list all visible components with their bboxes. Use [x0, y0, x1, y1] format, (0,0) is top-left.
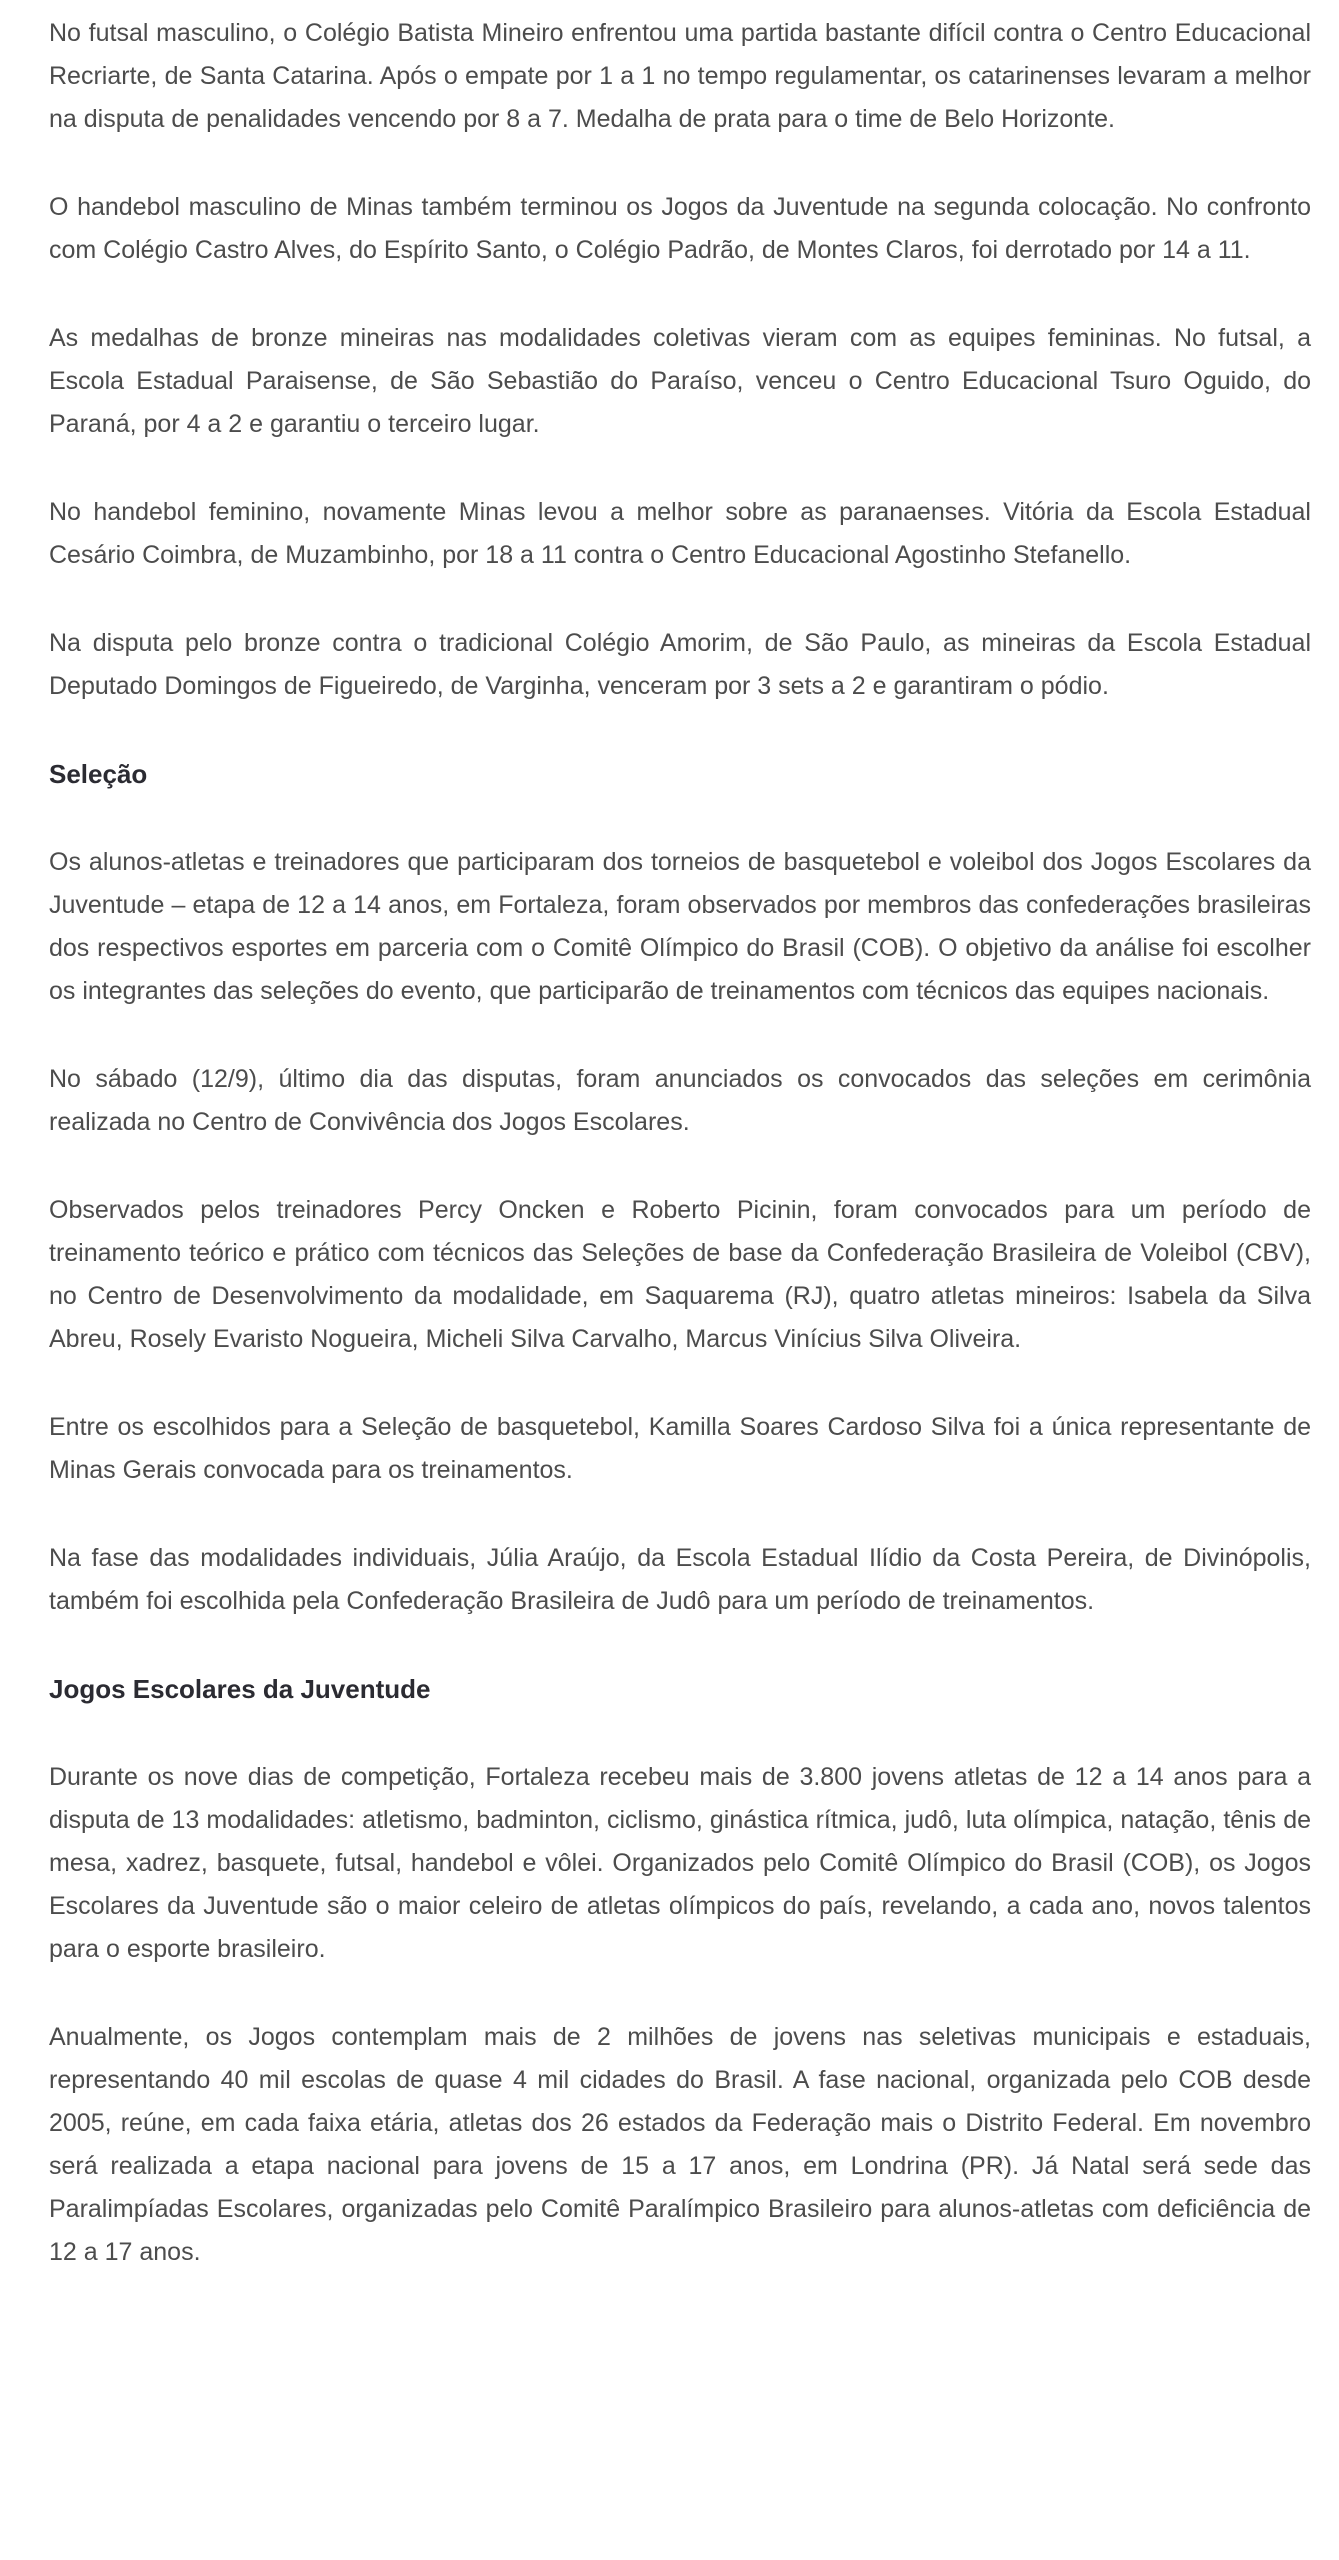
- article-paragraph: No handebol feminino, novamente Minas levou a melhor sobre as paranaenses. Vitória da Escola Estadual Cesário Coimbra, de Muzambinho, por 18 a 11 contra o Centro Educacional Agostinho Stefanello.: [49, 498, 1311, 569]
- article-paragraph: Entre os escolhidos para a Seleção de basquetebol, Kamilla Soares Cardoso Silva foi a única representante de Minas Gerais convocada para os treinamentos.: [49, 1413, 1311, 1484]
- section-heading-selecao: Seleção: [49, 759, 148, 789]
- article-paragraph: Na disputa pelo bronze contra o tradicional Colégio Amorim, de São Paulo, as mineiras da Escola Estadual Deputado Domingos de Figueiredo, de Varginha, venceram por 3 sets a 2 e garantiram o pódio.: [49, 629, 1311, 700]
- article-paragraph: No sábado (12/9), último dia das disputas, foram anunciados os convocados das seleções em cerimônia realizada no Centro de Convivência dos Jogos Escolares.: [49, 1065, 1311, 1136]
- article-paragraph: O handebol masculino de Minas também terminou os Jogos da Juventude na segunda colocação. No confronto com Colégio Castro Alves, do Espírito Santo, o Colégio Padrão, de Montes Claros, foi derrotado por 14 a 11.: [49, 193, 1311, 264]
- article-paragraph: Observados pelos treinadores Percy Oncken e Roberto Picinin, foram convocados para um período de treinamento teórico e prático com técnicos das Seleções de base da Confederação Brasileira de Voleibol (CBV), no Centro de Desenvolvimento da modalidade, em Saquarema (RJ), quatro atletas mineiros: Isabela da Silva Abreu, Rosely Evaristo Nogueira, Micheli Silva Carvalho, Marcus Vinícius Silva Oliveira.: [49, 1196, 1311, 1353]
- article-paragraph: Na fase das modalidades individuais, Júlia Araújo, da Escola Estadual Ilídio da Costa Pereira, de Divinópolis, também foi escolhida pela Confederação Brasileira de Judô para um período de treinamentos.: [49, 1544, 1311, 1615]
- article-paragraph: As medalhas de bronze mineiras nas modalidades coletivas vieram com as equipes femininas. No futsal, a Escola Estadual Paraisense, de São Sebastião do Paraíso, venceu o Centro Educacional Tsuro Oguido, do Paraná, por 4 a 2 e garantiu o terceiro lugar.: [49, 324, 1311, 438]
- article-paragraph: Durante os nove dias de competição, Fortaleza recebeu mais de 3.800 jovens atletas de 12 a 14 anos para a disputa de 13 modalidades: atletismo, badminton, ciclismo, ginástica rítmica, judô, luta olímpica, natação, tênis de mesa, xadrez, basquete, futsal, handebol e vôlei. Organizados pelo Comitê Olímpico do Brasil (COB), os Jogos Escolares da Juventude são o maior celeiro de atletas olímpicos do país, revelando, a cada ano, novos talentos para o esporte brasileiro.: [49, 1763, 1311, 1963]
- section-heading-jogos-escolares: Jogos Escolares da Juventude: [49, 1674, 431, 1704]
- article-paragraph: Os alunos-atletas e treinadores que participaram dos torneios de basquetebol e voleibol dos Jogos Escolares da Juventude – etapa de 12 a 14 anos, em Fortaleza, foram observados por membros das confederações brasileiras dos respectivos esportes em parceria com o Comitê Olímpico do Brasil (COB). O objetivo da análise foi escolher os integrantes das seleções do evento, que participarão de treinamentos com técnicos das equipes nacionais.: [49, 848, 1311, 1005]
- article-paragraph: No futsal masculino, o Colégio Batista Mineiro enfrentou uma partida bastante difícil contra o Centro Educacional Recriarte, de Santa Catarina. Após o empate por 1 a 1 no tempo regulamentar, os catarinenses levaram a melhor na disputa de penalidades vencendo por 8 a 7. Medalha de prata para o time de Belo Horizonte.: [49, 19, 1311, 133]
- article-paragraph: Anualmente, os Jogos contemplam mais de 2 milhões de jovens nas seletivas municipais e estaduais, representando 40 mil escolas de quase 4 mil cidades do Brasil. A fase nacional, organizada pelo COB desde 2005, reúne, em cada faixa etária, atletas dos 26 estados da Federação mais o Distrito Federal. Em novembro será realizada a etapa nacional para jovens de 15 a 17 anos, em Londrina (PR). Já Natal será sede das Paralimpíadas Escolares, organizadas pelo Comitê Paralímpico Brasileiro para alunos-atletas com deficiência de 12 a 17 anos.: [49, 2023, 1311, 2266]
